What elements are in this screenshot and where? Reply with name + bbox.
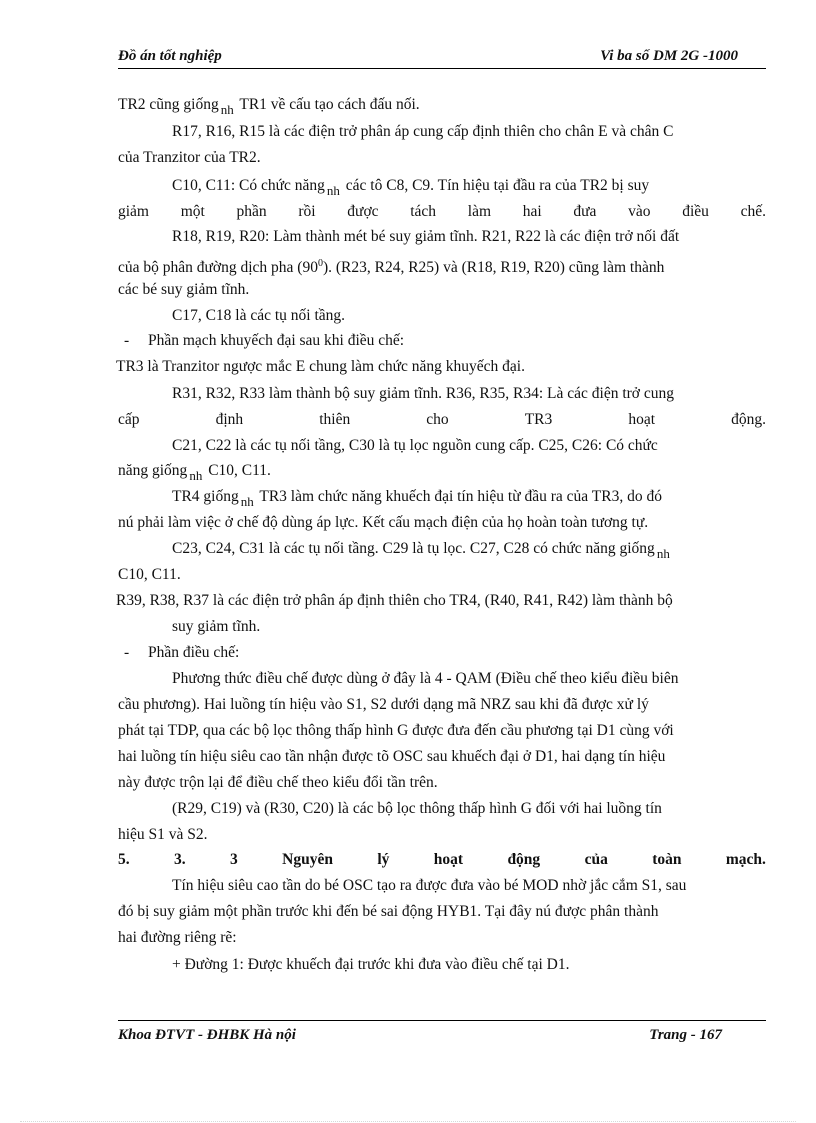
text-line [172,536,766,562]
word: động. [731,411,766,428]
bullet-line [118,328,766,354]
word: động [507,851,541,868]
text-span: TR4 giống [172,488,239,505]
bullet-line [118,640,766,666]
header-left-title: Đồ án tốt nghiệp [118,48,222,64]
text-line: C17, C18 là các tụ nối tầng. [172,307,346,324]
justified-line [118,199,766,225]
word: TR3 [524,411,553,428]
text-line: hiệu S1 và S2. [118,826,208,843]
text-line: này được trộn lại để điều chế theo kiểu đổi tần trên. [118,774,438,791]
text-span: của bộ phân đường dịch pha (90 [118,259,318,277]
text-line: hai đường riêng rẽ: [118,929,237,946]
text-span: TR2 cũng giống [118,96,219,113]
word: làm [467,203,492,220]
text-line: của Tranzitor của TR2. [118,149,261,166]
text-span: ). (R23, R24, R25) và (R18, R19, R20) cũng làm thành [322,259,665,277]
subscript-text: nh [189,468,203,483]
word: của [584,851,608,868]
word: được [347,203,379,220]
header-right-title: Vi ba số DM 2G -1000 [600,48,738,64]
word: toàn [652,851,682,868]
text-line [118,458,766,484]
subscript-text: nh [326,183,340,198]
word: Nguyên [282,851,333,868]
word: 3 [230,851,238,868]
word: định [215,411,244,428]
superscript-text: 0 [317,258,323,269]
text-line [172,173,766,199]
text-line: cầu phương). Hai luồng tín hiệu vào S1, S2 dưới dạng mã NRZ sau khi đã được xử lý [118,696,649,713]
text-span: C10, C11: Có chức năng [172,177,325,194]
word: phần [236,203,267,220]
text-line: R39, R38, R37 là các điện trở phân áp định thiên cho TR4, (R40, R41, R42) làm thành bộ [116,592,673,609]
subscript-text: nh [220,102,234,117]
text-line: các bé suy giảm tĩnh. [118,281,250,298]
text-line: R17, R16, R15 là các điện trở phân áp cung cấp định thiên cho chân E và chân C [172,123,674,140]
word: cấp [118,411,140,428]
word: lý [377,851,390,868]
word: rồi [298,203,316,220]
word: điều [682,203,709,220]
word: một [180,203,205,220]
word: cho [426,411,449,428]
word: vào [628,203,651,220]
text-line: đó bị suy giảm một phần trước khi đến bé sai động HYB1. Tại đây nú được phân thành [118,903,659,920]
text-span: TR3 làm chức năng khuếch đại tín hiệu từ đầu ra của TR3, do đó [255,488,662,505]
text-line [172,484,766,510]
page-header [118,46,766,69]
word: hai [522,203,542,220]
word: chế. [740,203,766,220]
text-span: các tô C8, C9. Tín hiệu tại đầu ra của TR2 bị suy [341,177,650,194]
word: 3. [174,851,186,868]
subscript-text: nh [656,546,670,561]
section-heading [118,847,766,873]
text-line: C10, C11. [118,566,181,583]
page-footer [118,1020,766,1045]
word: mạch. [725,851,766,868]
text-line: nú phải làm việc ở chế độ dùng áp lực. Kết cấu mạch điện của họ hoàn toàn tương tự. [118,514,649,531]
text-span: năng giống [118,462,188,479]
text-span: TR1 về cấu tạo cách đấu nối. [235,96,420,113]
bullet-text: Phần điều chế: [148,644,240,661]
word: 5. [118,851,130,868]
text-line: + Đường 1: Được khuếch đại trước khi đưa vào điều chế tại D1. [172,956,570,973]
word: thiên [319,411,351,428]
text-span: C23, C24, C31 là các tụ nối tầng. C29 là tụ lọc. C27, C28 có chức năng giống [172,540,655,557]
text-line: (R29, C19) và (R30, C20) là các bộ lọc thông thấp hình G đối với hai luồng tín [172,800,662,817]
subscript-text: nh [240,494,254,509]
text-line: C21, C22 là các tụ nối tầng, C30 là tụ lọc nguồn cung cấp. C25, C26: Có chức [172,437,658,454]
word: đưa [573,203,597,220]
bullet-dash: - [124,644,130,661]
page-bottom-divider [20,1121,796,1122]
text-line [118,251,766,277]
text-line: suy giảm tĩnh. [172,618,261,635]
text-line: TR3 là Tranzitor ngược mắc E chung làm chức năng khuyếch đại. [116,358,525,375]
word: tách [410,203,437,220]
text-line: Tín hiệu siêu cao tần do bé OSC tạo ra được đưa vào bé MOD nhờ jắc cắm S1, sau [172,877,687,894]
word: hoạt [628,411,656,428]
word: hoạt [433,851,464,868]
word: giảm [118,203,149,220]
text-line: Phương thức điều chế được dùng ở đây là 4 - QAM (Điều chế theo kiểu điều biên [172,670,679,687]
justified-line [118,407,766,433]
bullet-text: Phần mạch khuyếch đại sau khi điều chế: [148,332,405,349]
text-line: hai luồng tín hiệu siêu cao tần nhận được tõ OSC sau khuếch đại ở D1, hai dạng tín hiệu [118,748,666,765]
text-line: R18, R19, R20: Làm thành mét bé suy giảm tĩnh. R21, R22 là các điện trở nối đất [172,228,680,245]
page-number: Trang - 167 [649,1027,722,1043]
text-line [118,92,766,118]
footer-left-text: Khoa ĐTVT - ĐHBK Hà nội [118,1027,296,1043]
text-line: phát tại TDP, qua các bộ lọc thông thấp hình G được đưa đến cầu phương tại D1 cùng với [118,722,674,739]
bullet-dash: - [124,332,130,349]
text-span: C10, C11. [204,462,271,479]
text-line: R31, R32, R33 làm thành bộ suy giảm tĩnh. R36, R35, R34: Là các điện trở cung [172,385,674,402]
